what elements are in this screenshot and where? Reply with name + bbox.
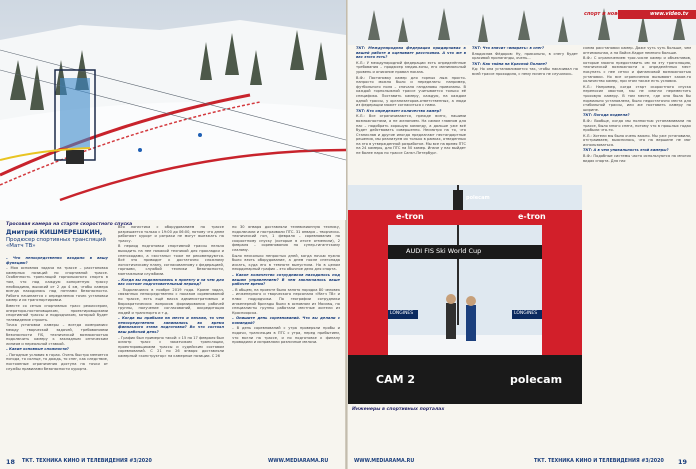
col6-p2: В.Ф.: С ограничением трос-числе камер и объективов, которые можно предоставить им на эту трансляцию, технической возможности о определённых мест покупать с нее сетки и финансовой возможностью установки. Но все ограничения вызывают какое-то количество камер, при этом также есть условия. [583, 56, 691, 84]
col2-q2: – Когда вы прибыли на место и начали, то чем непосредственно занимались во время финального этапа подготовки? Во что состоял ваш рабочий день? [118, 316, 224, 335]
mast-label: polecam [466, 195, 490, 201]
gate-banner-left: e-tron [396, 212, 424, 221]
col1-p3: Точка установки камеры – всегда компромисс между творческой задачей, требованиями безопасности FIS, технической возможностью подключить камеру к закладным оптическим линиям и нереальной ставкой. [6, 323, 108, 346]
col6-p6: В.Ф.: Подобные системы часто используются на многих видах спорта. Для нас [583, 154, 691, 163]
column-1 [6, 256, 108, 372]
col4-q1: ТКТ: Что значит «вмирать» в снег? [472, 46, 545, 50]
photo1-caption: Тросовая камера на старте скоростного спуска [6, 222, 133, 227]
col4-p1: Владислав Фёдоров: Ну, прикольно, в снегу будет красивой пропаганды, очень... [472, 51, 578, 61]
forest-illustration [348, 0, 696, 45]
column-4 [472, 46, 578, 78]
author-name: Дмитрий КИШМЕРЕШКИН, [6, 229, 103, 236]
col1-p1: – Моя основная задача на трассе – расстановка камерных позиций по спортивной трассе. Особенность трансляций горнолыжного спорта в том, что под каждую конкретную трассу необходимо, высокий от 2 до 4 км, чтобы камера всегда находилась над пятнами безопасности. Работа начинается с определения точек установки камер и их транспортировки. [6, 266, 108, 303]
slope-scene-illustration [0, 0, 346, 220]
col3-p1: по 30 января доставляли телевизионную технику, подключали и настраивали ПТС. 31 января – творческо-технический гон, 1 февраля – соревнования по скоростному спуску (которые в итоге отменили), 2 февраля – соревнования по супер-гигантскому слалому. [232, 225, 340, 252]
col3-p3: – В общем, на проекте было занято порядка 80 человек – инженерного и творческого персонала «Матч ТВ» и плюс подрядчики. По географии сотрудники инженерной бригады были в основном из Москвы, но специалисты группы работали местные жители из Красноярска. [232, 287, 340, 315]
col2-p2: В период подготовки спортивной трассы нельзя выходить на нее никакой техникой для прокладки и снегоходами, а «экстаны» тоже не рекомендуются. Всё это приводит к достаточно сложному логистическому плану, согласованному с федерацией, горными, службой техники безопасности, монтажными службами. [118, 244, 224, 276]
col4-q2: ТКТ: Как тайна на Красной Поляне? [472, 61, 548, 66]
world-cup-banner: AUDI FIS Ski World Cup [406, 247, 482, 255]
photo-engineers-gate [348, 185, 582, 404]
header-site: www.video.tv [650, 11, 689, 17]
photo-cable-camera [0, 0, 346, 220]
author-block [6, 229, 106, 250]
magazine-title-right: ТКТ. ТЕХНИКА КИНО И ТЕЛЕВИДЕНИЯ #3/2020 [534, 459, 664, 464]
col5-q1: ТКТ: Международная федерация придирчивая к вашей работе и оценивает расстояния. А что же в вас этого есть? [356, 46, 466, 60]
col2-p3: – Подключился в ноябре 2019 года. Кроме задач, связанных непосредственно с показом соревнований по трассе, есть ещё масса административных и бюрократических вопросов формирования рабочей группы, получение согласований, аккредитация людей и транспорта и т.д. [118, 287, 224, 315]
longines-board-left: LONGINES [390, 311, 414, 316]
site-left: WWW.MEDIARAMA.RU [268, 459, 329, 464]
photo2-caption: Инженеры в спортивных порталах [352, 407, 445, 412]
col1-q2: – Какие основные сложности? [6, 347, 69, 352]
col3-q2: – Опишите день соревнований. Что вы делали с командой? [232, 316, 340, 325]
photo-snowy-forest [348, 0, 696, 45]
col6-q1: ТКТ: Погода подвела? [583, 113, 630, 118]
gate-banner-right: e-tron [518, 212, 546, 221]
col2-q1: – Когда вы подключились к проекту и за чем для вас состоит подготовительный период? [118, 277, 224, 287]
longines-board-right: LONGINES [514, 311, 538, 316]
footer-left [0, 455, 345, 469]
col3-q1: – Какое количество сотрудников находилось под вашим управлением? В чем заключалось ваше рабочее время? [232, 272, 340, 287]
magazine-title-left: ТКТ. ТЕХНИКА КИНО И ТЕЛЕВИДЕНИЯ #3/2020 [22, 459, 152, 464]
column-5 [356, 46, 466, 157]
col3-p4: – В день соревнований с утра проверяли пробы и подачи, трансляция в ПТС с утра, перед прибытием, что могли на трассе, и по подготовке к финалу проводили и исправляли различные мелочи. [232, 326, 340, 345]
col5-p3: К.Л.: Все ограничиваются, прежде всего, нашими возможностями, а не желанием. На самом главном для нас – подобрать хорошую команду, а дальше уже всё будет действовать совершенно. Несмотря на то, что Станислав и другие иногда предлагают нестандартные решения, мы реализуем их только в рамках, отведенных на это в утвержденной разработке. Мы все на время ПТС на 24 камеры, для ПТС на 50 камер. Иначе у нас выйдет не более пара по трассе Санкт-Петербург. [356, 114, 466, 156]
col6-p5: К.Л.: Хотели мы было очень важно. Мы уже установили, отстраиваем, выяснилось, что на вершине не мог использоваться. [583, 133, 691, 147]
col6-p3: К.Л.: Например, когда старт скоростного спуска переносил хвостом, мы не смогли переместить тросовую камеру. В том месте, где она была бы нормально установлена, было недостаточно места для стабильной трассы, или же поставить камеру по ширине. [583, 84, 691, 112]
col1-q1: – Что непосредственно входило в вашу функцию? [6, 256, 108, 265]
col5-p2: В.Ф.: Постановку камер для горных лыж просто-напросто можно было и переделать: например, футбольного поля – сначала гандаповы привязаны. В каждой горнолыжной трассе учитывается только её специфика. Поставить камеру, каждую, на каждом одной трассы, у организаторов-ответственных, а люди из федерации может согласиться с нами. [356, 75, 466, 108]
col5-p1: К.Л.: У международной федерации есть определённые требования – продюсер медиа-зоны, его минимальный уровень и описание правил показа. [356, 60, 466, 74]
page-number-right: 19 [678, 458, 687, 466]
page-number-left: 18 [6, 458, 15, 466]
header-rubric: спорт и новости [584, 11, 631, 17]
gate-scene-illustration [348, 185, 582, 404]
col6-q2: ТКТ: А в чем уникальность этой камеры? [583, 148, 669, 153]
column-6 [583, 46, 691, 164]
column-3 [232, 225, 340, 346]
col1-p4: – Погодные условия в горах. Очень быстро меняется погода, то солнце, то дождь, то снег, как следствие, постоянные ограничения доступа на точки от службы правилами безопасности курорта. [6, 352, 108, 371]
col3-p2: Было несколько непростых дней, когда ночью нужно было взять оборудование, а днем после снегопада искать, куда его в темноте выпустили. Но в целом неординарный график – это обычное дело для спорта. [232, 253, 340, 272]
site-right: WWW.MEDIARAMA.RU [354, 459, 415, 464]
footer-right [348, 455, 696, 469]
col6-p1: схема расстановки камер. Даже чуть чуть больше, чем оптимальная, а на Вайсе-Кадре немного больше. [583, 46, 691, 55]
author-role: Продюсер спортивных трансляций «Матч ТВ» [6, 237, 106, 250]
col4-p2: Кд: Но она устанавливается так, чтобы накачивал по всей трассе проходила, с нему ничего не случилось. [472, 67, 578, 76]
polecam-label: polecam [510, 373, 563, 386]
col2-p4: – График был примерно такой: с 15 по 17 февраля был осмотр трасс с заказчиком трансляции, проектировщиками трассы и судейским составом соревнований. С 21 по 26 января доставляли камерный «конструктор» на камерные позиции. С 26 [118, 335, 224, 359]
col6-p4: В.Ф.: Вообще, когда мы полностью устанавливали на трассе, было много снега, потому что в прошлых годах пробыли что-то. [583, 118, 691, 133]
column-2 [118, 225, 224, 360]
col5-q2: ТКТ: Кто определяет количество камер? [356, 108, 442, 113]
cam2-label: CAM 2 [376, 373, 416, 386]
col1-p2: Вместе со сетью спортивных трасс режиссером, операторо-постановщиком, проектировщиками спортивной трассы и подрядчиком, который будет телевидение строить. [6, 303, 108, 322]
col2-p1: Вся логистика с оборудованием по трассе разрешается только с 19:00 до 06:00, потому что днем работают курорт и ратраки не могут выезжать на трассу. [118, 225, 224, 243]
